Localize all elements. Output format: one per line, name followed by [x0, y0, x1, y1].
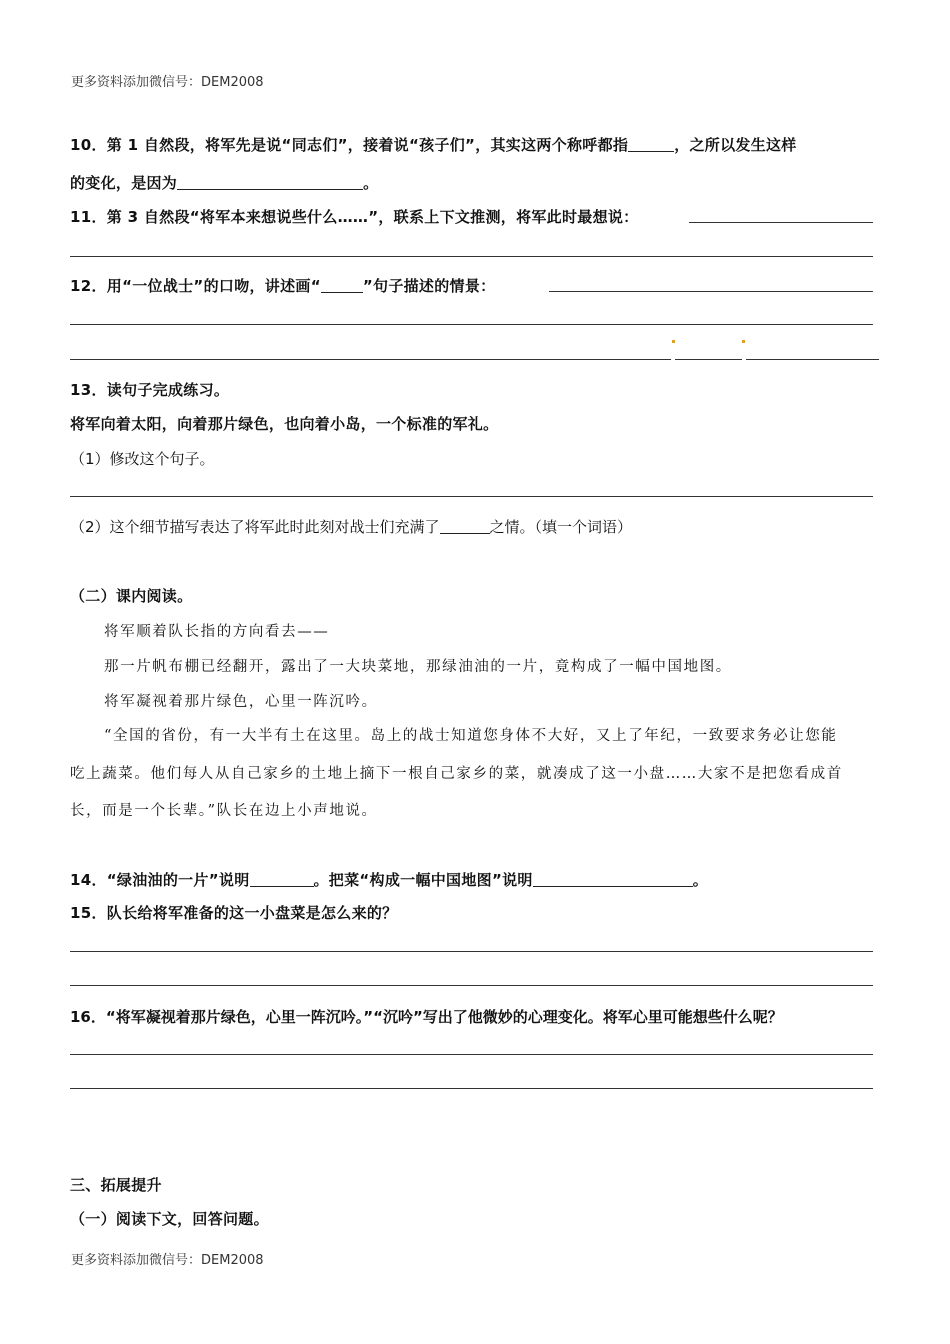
answer-line-q11[interactable]	[70, 256, 873, 257]
question-11: 11．第 3 自然段“将军本来想说些什么……”，联系上下文推测，将军此时最想说：	[70, 208, 639, 226]
answer-line-q15-a[interactable]	[70, 951, 873, 952]
question-10-line-2	[70, 172, 378, 193]
question-16: 16．“将军凝视着那片绿色，心里一阵沉吟。”“沉吟”写出了他微妙的心理变化。将军心里可能想些什么呢？	[70, 1008, 783, 1026]
answer-blank-q10-b[interactable]	[177, 174, 363, 190]
answer-line-q15-b[interactable]	[70, 985, 873, 986]
question-10-text-d: 。	[363, 174, 379, 192]
answer-line-q16-a[interactable]	[70, 1054, 873, 1055]
answer-line-q12-b[interactable]	[70, 359, 671, 360]
marker-dot	[672, 340, 675, 343]
question-14-text-c: 。	[692, 871, 709, 889]
question-15: 15．队长给将军准备的这一小盘菜是怎么来的？	[70, 904, 398, 922]
passage-line-5: 吃上蔬菜。他们每人从自己家乡的土地上摘下一根自己家乡的菜，就凑成了这一小盘……大家不是把您看成首	[70, 766, 843, 782]
answer-line-q11-inline[interactable]	[689, 222, 873, 223]
question-14	[70, 869, 708, 890]
question-13-sub-2-text-a: （2）这个细节描写表达了将军此时此刻对战士们充满了	[70, 518, 440, 536]
question-10-text-a: 10．第 1 自然段，将军先是说“同志们”，接着说“孩子们”，其实这两个称呼都指	[70, 136, 629, 154]
passage-line-1: 将军顺着队长指的方向看去——	[104, 624, 330, 640]
answer-blank-q12[interactable]	[321, 277, 363, 293]
section-3-subtitle: （一）阅读下文，回答问题。	[70, 1210, 269, 1228]
question-13-sentence: 将军向着太阳，向着那片绿色，也向着小岛，一个标准的军礼。	[70, 415, 499, 433]
question-13-sub-2	[70, 516, 632, 537]
question-10-text-c: 的变化，是因为	[70, 174, 178, 192]
question-10-text-b: ，之所以发生这样	[674, 136, 797, 154]
section-3-title: 三、拓展提升	[70, 1176, 162, 1194]
question-13-title: 13．读句子完成练习。	[70, 381, 230, 399]
answer-line-q12-inline[interactable]	[549, 291, 873, 292]
question-12-text-a: 12．用“一位战士”的口吻，讲述画“	[70, 277, 321, 295]
question-14-text-a: 14．“绿油油的一片”说明	[70, 871, 250, 889]
answer-line-q13-1[interactable]	[70, 496, 873, 497]
section-2-title: （二）课内阅读。	[70, 587, 193, 605]
question-12-text-b: ”句子描述的情景：	[362, 277, 496, 295]
question-10-line-1	[70, 134, 797, 155]
answer-line-q12-d[interactable]	[746, 359, 879, 360]
marker-dot	[742, 340, 745, 343]
question-13-sub-2-text-b: 之情。（填一个词语）	[489, 518, 633, 536]
passage-line-4: “全国的省份，有一大半有土在这里。岛上的战士知道您身体不大好，又上了年纪，一致要求务必让您能	[104, 728, 838, 744]
question-14-text-b: 。把菜“构成一幅中国地图”说明	[313, 871, 533, 889]
answer-line-q12-c[interactable]	[675, 359, 742, 360]
answer-line-q12-a[interactable]	[70, 324, 873, 325]
passage-line-3: 将军凝视着那片绿色，心里一阵沉吟。	[104, 694, 378, 710]
answer-blank-q10-a[interactable]	[628, 136, 674, 152]
answer-blank-q14-a[interactable]	[250, 871, 314, 887]
page-footer: 更多资料添加微信号：DEM2008	[71, 1253, 264, 1268]
question-13-sub-1: （1）修改这个句子。	[70, 450, 215, 468]
answer-blank-q14-b[interactable]	[533, 871, 693, 887]
passage-line-2: 那一片帆布棚已经翻开，露出了一大块菜地，那绿油油的一片，竟构成了一幅中国地图。	[104, 659, 732, 675]
question-12	[70, 275, 495, 296]
answer-line-q16-b[interactable]	[70, 1088, 873, 1089]
answer-blank-q13-2[interactable]	[440, 518, 490, 534]
passage-line-6: 长，而是一个长辈。”队长在边上小声地说。	[70, 803, 378, 819]
page-header: 更多资料添加微信号：DEM2008	[71, 75, 264, 90]
